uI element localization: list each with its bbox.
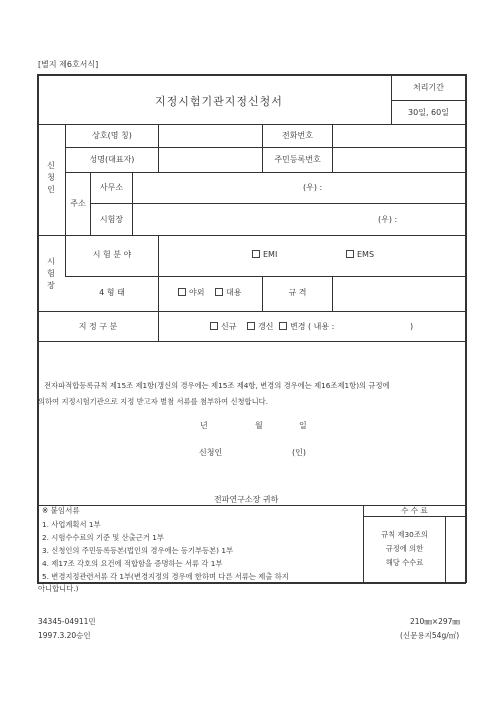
outdoor-option[interactable]	[178, 288, 204, 298]
date-day: 일	[299, 421, 307, 430]
ems-label: EMS	[357, 250, 375, 259]
form-number: [별지 제6호서식]	[38, 60, 99, 69]
fee-line: 규칙 제30조의	[381, 530, 428, 539]
col-line	[90, 172, 91, 235]
ems-checkbox[interactable]	[346, 250, 354, 258]
applicant-section-label: 신 청 인	[47, 161, 55, 194]
col-line	[132, 172, 133, 235]
attachment-item: 4. 제17조 각호의 요건에 적합함을 증명하는 서류 각 1부	[42, 559, 223, 568]
fee-inner-right	[445, 516, 446, 582]
new-checkbox[interactable]	[210, 322, 218, 330]
anechoic-option[interactable]	[215, 288, 241, 298]
col-line	[158, 124, 159, 172]
col-line	[158, 311, 159, 341]
body-text-line-2: 의하여 지정시험기관으로 지정 받고자 별첨 서류를 첨부하여 신청합니다.	[38, 397, 269, 406]
frame-bottom	[37, 582, 466, 584]
attachment-item: 1. 사업계획서 1부	[42, 520, 101, 529]
row-line	[65, 147, 466, 148]
attachment-item: 2. 시험수수료의 기준 및 산출근거 1부	[42, 533, 164, 542]
designation-label: 지 정 구 분	[78, 322, 118, 331]
name-label: 성명(대표자)	[89, 155, 135, 164]
emi-checkbox[interactable]	[252, 250, 260, 258]
new-label: 신규	[221, 322, 237, 331]
attachment-item: 아니합니다.)	[38, 584, 79, 593]
attachment-item: 3. 신청인의 주민등록등본(법인의 경우에는 등기부등본) 1부	[42, 546, 234, 555]
attachments-header: ※ 붙임서류	[42, 506, 80, 515]
renew-label: 갱신	[258, 322, 274, 331]
frame-top	[37, 74, 466, 76]
lab-zip: (우) :	[378, 215, 398, 224]
footer-paper: (신문용지54g/㎡)	[400, 631, 460, 640]
change-label: 변경 ( 내용 :	[290, 322, 335, 331]
processing-value: 30일, 60일	[408, 108, 449, 117]
outdoor-label: 야외	[189, 288, 205, 297]
renew-checkbox[interactable]	[247, 322, 255, 330]
footer-approved: 1997.3.20승인	[38, 631, 91, 640]
fee-line: 규정에 의한	[385, 544, 424, 553]
row-line	[90, 203, 466, 204]
address-label: 주소	[70, 199, 86, 208]
date-month: 월	[255, 421, 263, 430]
applicant-sign-label: 신청인	[199, 448, 223, 457]
col-line	[158, 235, 159, 311]
designation-renew-option[interactable]	[247, 322, 273, 332]
applicant-seal: (인)	[292, 448, 306, 457]
row-line	[37, 124, 466, 125]
fee-header: 수 수 료	[401, 506, 428, 515]
frame-right	[465, 74, 467, 583]
designation-new-option[interactable]	[210, 322, 236, 332]
lab-field-label: 시 험 분 야	[92, 250, 132, 259]
row-line	[37, 235, 466, 236]
body-text-line-1: 전자파적합등록규칙 제15조 제1항(갱신의 경우에는 제15조 제4항, 변경의 경우에는 제16조제1항)의 규정에	[44, 381, 390, 390]
col-line	[332, 276, 333, 311]
row-line	[65, 172, 466, 173]
row-line	[37, 311, 466, 312]
form-title: 지정시험기관지정신청서	[155, 95, 283, 108]
col-line	[65, 276, 66, 277]
company-label: 상호(명 칭)	[92, 131, 132, 140]
office-zip: (우) :	[303, 183, 323, 192]
office-label: 사무소	[99, 183, 124, 192]
spec-label: 규 격	[288, 288, 307, 297]
change-checkbox[interactable]	[279, 322, 287, 330]
anechoic-label: 대용	[226, 288, 242, 297]
resident-no-label: 주민등록번호	[274, 155, 321, 164]
fee-line: 해당 수수료	[385, 558, 424, 567]
footer-code: 34345-04911민	[38, 617, 96, 626]
lab-label: 시험장	[99, 215, 124, 224]
processing-label: 처리기간	[413, 83, 444, 92]
lab-form-label: 4 형 태	[99, 288, 125, 297]
attachment-item: 5. 변경지정관련서류 각 1부(변경지정의 경우에 한하며 다른 서류는 제출 하지	[42, 572, 289, 581]
phone-label: 전화번호	[282, 131, 313, 140]
row-line	[65, 276, 466, 277]
row-line	[37, 341, 466, 342]
emi-option[interactable]	[252, 250, 277, 260]
anechoic-checkbox[interactable]	[215, 288, 223, 296]
date-year: 년	[200, 421, 208, 430]
designation-change-option[interactable]	[279, 322, 334, 332]
ems-option[interactable]	[346, 250, 374, 260]
outdoor-checkbox[interactable]	[178, 288, 186, 296]
col-line	[332, 124, 333, 172]
emi-label: EMI	[263, 250, 278, 259]
fee-header-line	[363, 516, 466, 517]
designation-close-paren: )	[410, 322, 414, 331]
processing-mid-line	[391, 100, 466, 101]
footer-size: 210㎜×297㎜	[410, 617, 460, 626]
recipient: 전파연구소장 귀하	[214, 495, 279, 504]
lab-section-label: 시 험 장	[47, 257, 55, 290]
